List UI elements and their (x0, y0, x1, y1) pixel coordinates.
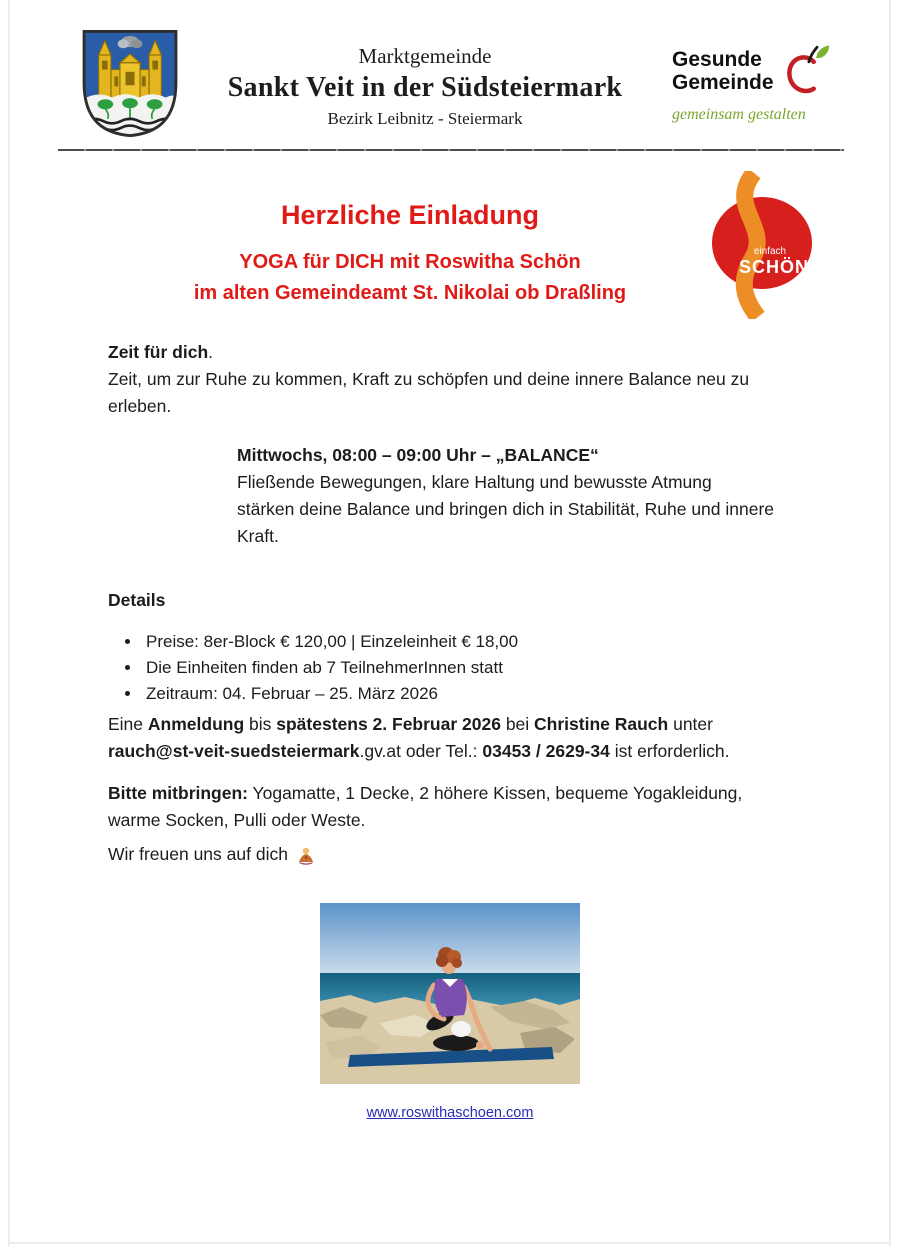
gg-line2: Gemeinde (672, 71, 774, 94)
header-divider (58, 149, 844, 151)
coat-of-arms-icon (74, 27, 186, 139)
course-block (237, 442, 807, 550)
page-edge-right (889, 0, 891, 1246)
page-edge-left (8, 0, 10, 1246)
einfach-schoen-logo (702, 171, 814, 319)
apple-icon (778, 40, 830, 100)
bring-line2: warme Socken, Pulli oder Weste. (108, 810, 366, 830)
municipality-district: Bezirk Leibnitz - Steiermark (327, 109, 523, 128)
course-desc-line2: stärken deine Balance und bringen dich in Stabilität, Ruhe und innere (237, 499, 775, 519)
website-link[interactable]: www.roswithaschoen.com (366, 1105, 534, 1121)
registration-contact-name: Christine Rauch (534, 714, 669, 734)
gg-line1: Gesunde (672, 48, 762, 72)
gg-tagline: gemeinsam gestalten (672, 106, 806, 123)
gesunde-gemeinde-logo (672, 44, 854, 124)
intro-heading: Zeit für dich (108, 342, 209, 362)
course-desc-line3: Kraft. (237, 526, 279, 546)
intro-line1: Zeit, um zur Ruhe zu kommen, Kraft zu schöpfen und deine innere Balance neu zu (108, 369, 750, 389)
municipality-type: Marktgemeinde (358, 44, 492, 68)
details-item-prices: • Preise: 8er-Block € 120,00 | Einzeleinheit € 18,00 (142, 629, 782, 655)
registration-deadline: spätestens 2. Februar 2026 (276, 714, 501, 734)
invitation-subtitle-line1: YOGA für DICH mit Roswitha Schön (239, 251, 581, 273)
invitation-subtitle-line2: im alten Gemeindeamt St. Nikolai ob Draßling (193, 282, 627, 304)
schoen-logo-small-text: einfach (753, 246, 787, 257)
bring-heading: Bitte mitbringen: (108, 783, 248, 803)
details-item-participants: • Die Einheiten finden ab 7 TeilnehmerInnen statt (142, 655, 782, 681)
details-heading: Details (108, 590, 166, 610)
registration-email: rauch@st-veit-suedsteiermark (108, 741, 360, 761)
yoga-woman-on-beach-photo (320, 903, 580, 1084)
footer (0, 1104, 900, 1122)
intro-paragraph: Zeit für dich. Zeit, um zur Ruhe zu kommen, Kraft zu schöpfen und deine innere Balance neu zu erleben. (108, 339, 808, 420)
page-edge-bottom (8, 1242, 891, 1244)
municipality-name: Sankt Veit in der Südsteiermark (227, 72, 623, 103)
registration-keyword: Anmeldung (147, 714, 245, 734)
invitation-title: Herzliche Einladung (280, 200, 540, 230)
closing-line (108, 841, 808, 868)
invitation-subtitle (100, 247, 720, 309)
registration-paragraph: Eine Anmeldung bis spätestens 2. Februar 2026 bei Christine Rauch unter rauch@st-veit-suedsteiermark.gv.at oder Tel.: 03453 / 2629-34 ist erforderlich. (108, 714, 730, 761)
intro-line2: erleben. (108, 396, 172, 416)
schoen-logo-big-text: SCHÖN (738, 257, 810, 277)
bring-paragraph: Bitte mitbringen: Yogamatte, 1 Decke, 2 höhere Kissen, bequeme Yogakleidung, warme Socken, Pulli oder Weste. (108, 783, 743, 830)
municipality-header (190, 44, 660, 129)
course-desc-line1: Fließende Bewegungen, klare Haltung und bewusste Atmung (237, 472, 712, 492)
details-item-period: • Zeitraum: 04. Februar – 25. März 2026 (142, 681, 782, 707)
person-in-lotus-position-emoji (296, 846, 316, 866)
closing-text: Wir freuen uns auf dich (108, 844, 288, 864)
details-list (142, 629, 782, 707)
course-title: Mittwochs, 08:00 – 09:00 Uhr – „BALANCE“ (237, 445, 599, 465)
registration-phone: 03453 / 2629-34 (482, 741, 610, 761)
